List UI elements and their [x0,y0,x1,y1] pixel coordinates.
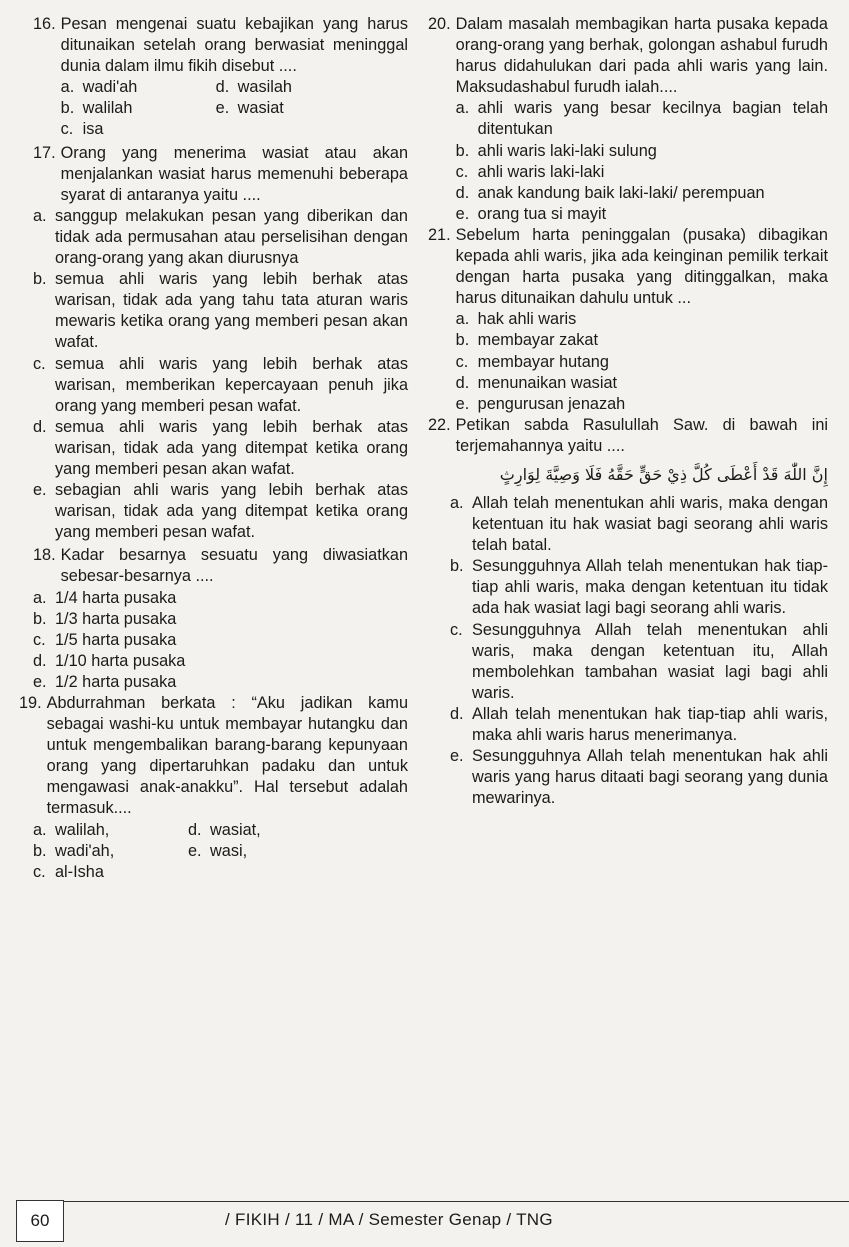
question-17 [33,143,408,206]
right-column [428,14,828,809]
options-list [33,206,408,544]
option-c[interactable]: c. semua ahli waris yang lebih berhak atas warisan, memberikan kepercayaan penuh jika orang yang memberi pesan wafat. [33,354,408,415]
option-c[interactable]: c. al-Isha [33,862,104,881]
question-text: Pesan mengenai suatu kebajikan yang harus ditunaikan setelah orang berwasiat meninggal dunia dalam ilmu fikih disebut .... [60,15,408,76]
option-e[interactable]: e. pengurusan jenazah [455,394,626,413]
option-a[interactable]: a. sanggup melakukan pesan yang diberikan dan tidak ada permusahan atau perselisihan dengan orang-orang yang akan diurusnya [33,206,408,268]
question-text: Orang yang menerima wasiat atau akan menjalankan wasiat harus memenuhi beberapa syarat di antaranya yaitu .... [60,143,408,204]
question-text: Kadar besarnya sesuatu yang diwasiatkan sebesar-besarnya .... [60,546,408,586]
option-d[interactable]: d. semua ahli waris yang lebih berhak atas warisan, tidak ada yang ditempat ketika orang yang memberi pesan akan wafat. [33,417,408,478]
option-b[interactable]: b. membayar zakat [455,331,598,350]
option-e[interactable]: e. Sesungguhnya Allah telah menentukan hak ahli waris yang harus ditaati bagi seorang yang dunia mewarinya. [450,747,828,808]
question-21 [428,225,828,415]
option-c[interactable]: c. isa [60,120,104,139]
option-a[interactable]: a. Allah telah menentukan ahli waris, maka dengan ketentuan itu hak wasiat bagi seorang ahli waris telah batal. [450,493,828,555]
question-16 [33,14,408,141]
option-b[interactable]: b. wadi'ah, [33,841,115,860]
option-c[interactable]: c. 1/5 harta pusaka [33,630,177,649]
page-footer [0,1196,849,1247]
option-a[interactable]: a. wadi'ah [60,78,138,97]
question-text: Dalam masalah membagikan harta pusaka kepada orang-orang yang berhak, golongan ashabul furudh harus didahulukan dari pada ahli waris yang lain. Maksudashabul furudh ialah.... [455,15,828,97]
page-number: 60 [16,1200,64,1242]
question-20 [428,14,828,225]
question-22 [428,415,828,457]
question-number: 21. [428,225,451,244]
question-19 [19,693,408,820]
question-number: 17. [33,143,56,162]
question-number: 18. [33,546,56,565]
question-text: Abdurrahman berkata : “Aku jadikan kamu sebagai washi-ku untuk membayar hutangku dan untuk mengembalikan barang-barang kepunyaan orang yang dipertaruhkan padaku dan untuk mengawasi anak-anakku”. Hal tersebut adalah termasuk.... [46,694,408,818]
left-column [19,14,408,883]
option-b[interactable]: b. 1/3 harta pusaka [33,609,177,628]
option-e[interactable]: e. orang tua si mayit [455,204,607,223]
question-number: 19. [19,694,42,712]
option-c[interactable]: c. Sesungguhnya Allah telah menentukan ahli waris, maka dengan ketentuan itu, Allah membolehkan tambahan wasiat lagi bagi ahli waris. [450,620,828,702]
option-d[interactable]: d. wasilah [215,78,292,97]
option-e[interactable]: e. sebagian ahli waris yang lebih berhak atas warisan, tidak ada yang ditempat ketika orang yang memberi pesan wafat. [33,481,408,542]
question-18 [33,545,408,587]
options-list [456,309,828,414]
option-c[interactable]: c. membayar hutang [455,352,609,371]
options-list [33,588,408,693]
option-a[interactable]: a. ahli waris yang besar kecilnya bagian telah ditentukan [455,99,828,139]
option-b[interactable]: b. semua ahli waris yang lebih berhak atas warisan, tidak ada yang tahu tata aturan waris mewaris ketika orang yang memberi pesan akan wafat. [33,270,408,352]
question-number: 22. [428,415,451,434]
option-e[interactable]: e. wasiat [215,99,284,118]
option-d[interactable]: d. wasiat, [188,820,261,839]
question-text: Sebelum harta peninggalan (pusaka) dibagikan kepada ahli waris, jika ada keinginan pemilik terkait dengan harta pusaka yang ditinggalkan, maka harus ditunaikan dahulu untuk ... [455,225,828,308]
option-a[interactable]: a. 1/4 harta pusaka [33,588,177,607]
footer-divider [60,1201,849,1202]
option-a[interactable]: a. walilah, [33,820,110,839]
option-d[interactable]: d. menunaikan wasiat [455,373,618,392]
footer-course-info: / FIKIH / 11 / MA / Semester Genap / TNG [225,1210,553,1229]
option-d[interactable]: d. anak kandung baik laki-laki/ perempuan [455,183,765,202]
option-d[interactable]: d. Allah telah menentukan hak tiap-tiap ahli waris, maka ahli waris harus menerimanya. [450,704,828,744]
options-list [428,493,828,809]
question-number: 20. [428,15,451,33]
options-list [456,98,828,225]
question-text: Petikan sabda Rasulullah Saw. di bawah ini terjemahannya yaitu .... [455,415,828,455]
option-b[interactable]: b. walilah [60,99,133,118]
hadith-arabic-text: إِنَّ اللّٰهَ قَدْ أَعْطَى كُلَّ ذِيْ حَقٍّ حَقَّهُ فَلَا وَصِيَّةَ لِوَارِثٍ [499,464,828,484]
option-b[interactable]: b. Sesungguhnya Allah telah menentukan hak tiap-tiap ahli waris, maka dengan ketentuan itu tidak ada hak wasiat lagi bagi seorang ahli waris. [450,557,828,618]
options-grid [61,77,408,140]
option-a[interactable]: a. hak ahli waris [455,310,577,329]
option-e[interactable]: e. 1/2 harta pusaka [33,672,177,691]
options-grid [33,820,408,883]
option-c[interactable]: c. ahli waris laki-laki [455,162,605,181]
question-number: 16. [33,15,56,33]
option-b[interactable]: b. ahli waris laki-laki sulung [455,141,657,160]
option-d[interactable]: d. 1/10 harta pusaka [33,651,186,670]
option-e[interactable]: e. wasi, [188,841,248,860]
